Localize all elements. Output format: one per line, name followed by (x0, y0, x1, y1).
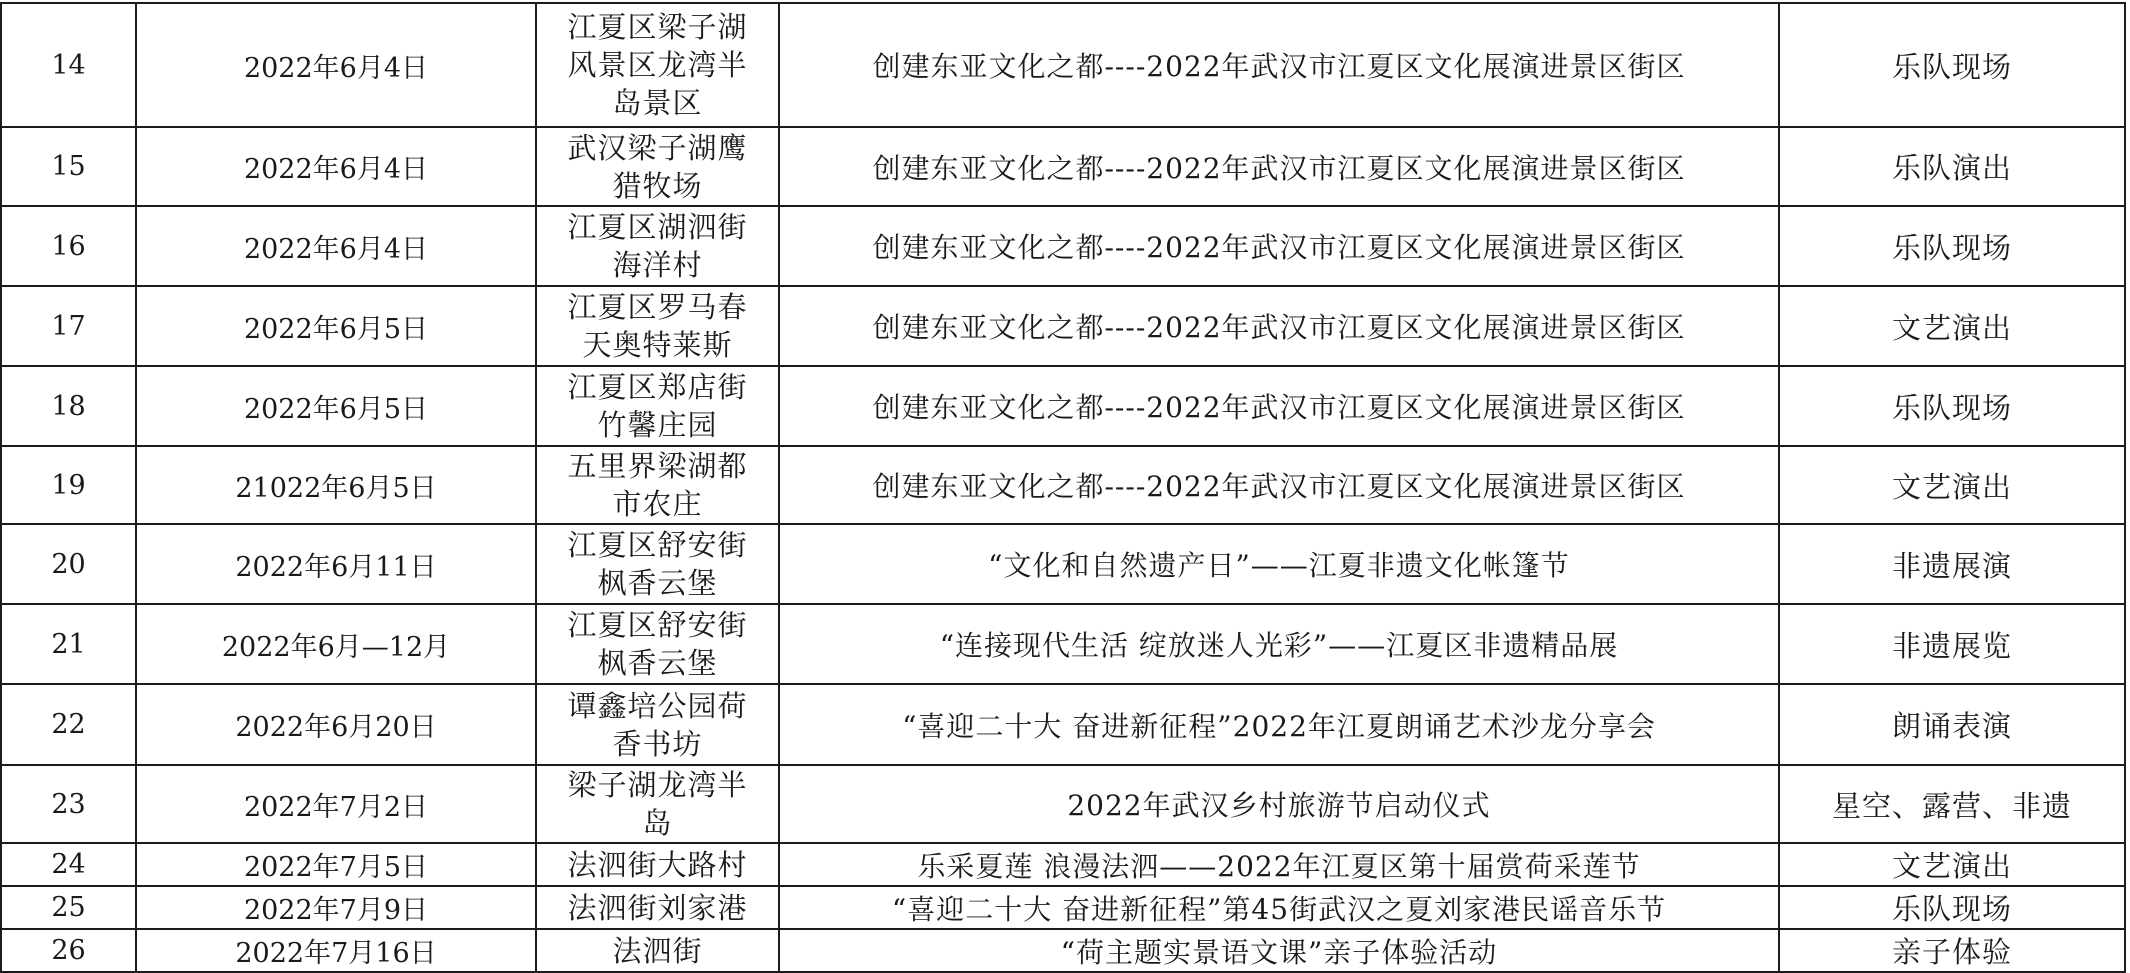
row-location: 谭鑫培公园荷香书坊 (567, 688, 748, 761)
row-activity-cell (779, 366, 1779, 446)
activity-table (0, 2, 2126, 973)
row-number: 19 (51, 469, 86, 501)
row-number: 20 (51, 548, 86, 580)
row-number-cell (1, 929, 136, 972)
row-activity-cell (779, 843, 1779, 886)
row-date-cell (136, 446, 536, 524)
row-location: 武汉梁子湖鹰猎牧场 (567, 130, 748, 203)
row-type-cell (1779, 446, 2125, 524)
row-date: 2022年6月20日 (235, 712, 437, 743)
row-number-cell (1, 604, 136, 684)
row-type: 文艺演出 (1891, 469, 2012, 504)
row-number-cell (1, 843, 136, 886)
row-date-cell (136, 3, 536, 127)
row-location-cell (536, 366, 779, 446)
row-number: 14 (51, 49, 86, 81)
row-activity: 创建东亚文化之都----2022年武汉市江夏区文化展演进景区街区 (872, 50, 1686, 83)
row-number-cell (1, 886, 136, 929)
row-location: 江夏区舒安街枫香云堡 (567, 528, 748, 600)
row-date-cell (136, 929, 536, 972)
row-type: 星空、露营、非遗 (1831, 788, 2072, 823)
row-date: 2022年6月4日 (243, 52, 429, 84)
row-number-cell (1, 206, 136, 286)
row-number: 24 (51, 849, 86, 880)
row-activity-cell (779, 524, 1779, 604)
row-location-cell (536, 446, 779, 524)
row-date: 2022年7月9日 (243, 895, 429, 926)
row-activity: “荷主题实景语文课”亲子体验活动 (1060, 935, 1498, 969)
row-location-cell (536, 127, 779, 206)
table-row (1, 929, 2125, 972)
row-activity-cell (779, 3, 1779, 127)
row-number: 17 (51, 310, 86, 342)
table-row (1, 3, 2125, 127)
row-type-cell (1779, 684, 2125, 765)
table-row (1, 127, 2125, 206)
row-activity: 创建东亚文化之都----2022年武汉市江夏区文化展演进景区街区 (872, 391, 1686, 424)
row-location: 江夏区湖泗街海洋村 (567, 210, 748, 282)
row-number-cell (1, 524, 136, 604)
row-type: 乐队现场 (1891, 230, 2012, 265)
table-row (1, 886, 2125, 929)
row-number: 26 (51, 935, 86, 966)
row-activity-cell (779, 286, 1779, 366)
row-location-cell (536, 843, 779, 886)
row-location-cell (536, 684, 779, 765)
row-date-cell (136, 604, 536, 684)
row-date: 2022年6月4日 (243, 233, 429, 265)
row-location-cell (536, 286, 779, 366)
row-number-cell (1, 127, 136, 206)
row-type-cell (1779, 127, 2125, 206)
row-activity: “连接现代生活 绽放迷人光彩”——江夏区非遗精品展 (939, 629, 1619, 662)
row-activity-cell (779, 604, 1779, 684)
row-number-cell (1, 366, 136, 446)
row-type-cell (1779, 286, 2125, 366)
row-activity: 创建东亚文化之都----2022年武汉市江夏区文化展演进景区街区 (872, 311, 1686, 344)
row-type: 乐队现场 (1891, 390, 2012, 425)
row-type-cell (1779, 886, 2125, 929)
row-number-cell (1, 765, 136, 843)
row-type-cell (1779, 3, 2125, 127)
row-number: 18 (51, 390, 86, 422)
row-date-cell (136, 524, 536, 604)
table-body (1, 3, 2125, 972)
row-type-cell (1779, 765, 2125, 843)
row-location: 江夏区梁子湖风景区龙湾半岛景区 (567, 10, 748, 120)
row-location-cell (536, 524, 779, 604)
row-date-cell (136, 206, 536, 286)
row-date: 2022年6月11日 (235, 551, 437, 583)
row-location-cell (536, 604, 779, 684)
row-type-cell (1779, 929, 2125, 972)
row-type: 乐队现场 (1891, 892, 2012, 926)
row-date: 2022年6月—12月 (221, 631, 451, 663)
row-location-cell (536, 765, 779, 843)
row-number: 16 (51, 230, 86, 262)
row-type-cell (1779, 843, 2125, 886)
row-location: 梁子湖龙湾半岛 (567, 768, 748, 840)
row-location-cell (536, 206, 779, 286)
row-number-cell (1, 3, 136, 127)
row-activity: 创建东亚文化之都----2022年武汉市江夏区文化展演进景区街区 (872, 470, 1686, 503)
row-date: 2022年6月5日 (243, 313, 429, 345)
row-activity: “喜迎二十大 奋进新征程”2022年江夏朗诵艺术沙龙分享会 (902, 709, 1656, 743)
row-activity: 创建东亚文化之都----2022年武汉市江夏区文化展演进景区街区 (872, 151, 1686, 185)
row-type-cell (1779, 604, 2125, 684)
row-date: 2022年7月5日 (243, 852, 429, 883)
row-activity: 乐采夏莲 浪漫法泗——2022年江夏区第十届赏荷采莲节 (917, 849, 1641, 883)
row-location-cell (536, 929, 779, 972)
row-location: 法泗街大路村 (567, 847, 748, 882)
row-location: 江夏区罗马春天奥特莱斯 (567, 290, 748, 362)
row-number-cell (1, 286, 136, 366)
table-row (1, 604, 2125, 684)
row-activity-cell (779, 929, 1779, 972)
row-number: 25 (51, 892, 86, 923)
row-activity-cell (779, 886, 1779, 929)
row-type: 文艺演出 (1891, 849, 2012, 883)
row-location-cell (536, 3, 779, 127)
row-type: 文艺演出 (1891, 310, 2012, 345)
row-date: 21022年6月5日 (235, 472, 437, 504)
row-activity: “文化和自然遗产日”——江夏非遗文化帐篷节 (988, 549, 1570, 582)
row-activity: 2022年武汉乡村旅游节启动仪式 (1067, 789, 1491, 822)
row-date: 2022年6月4日 (243, 154, 429, 185)
row-date-cell (136, 843, 536, 886)
row-location: 江夏区郑店街竹馨庄园 (567, 370, 748, 442)
table-row (1, 366, 2125, 446)
row-location: 法泗街刘家港 (567, 890, 748, 925)
row-type: 非遗展览 (1891, 628, 2012, 663)
row-type-cell (1779, 524, 2125, 604)
row-type: 非遗展演 (1891, 548, 2012, 583)
row-number: 21 (51, 628, 86, 660)
row-type-cell (1779, 206, 2125, 286)
row-location: 法泗街 (612, 933, 703, 968)
row-date: 2022年7月2日 (243, 791, 429, 823)
row-location: 江夏区舒安街枫香云堡 (567, 608, 748, 680)
row-location: 五里界梁湖都市农庄 (567, 449, 748, 521)
row-number: 22 (51, 709, 86, 740)
row-date-cell (136, 684, 536, 765)
row-type: 乐队现场 (1891, 49, 2012, 84)
row-date-cell (136, 127, 536, 206)
table-row (1, 446, 2125, 524)
row-type: 朗诵表演 (1891, 709, 2012, 743)
table-row (1, 843, 2125, 886)
row-date-cell (136, 886, 536, 929)
row-activity: “喜迎二十大 奋进新征程”第45街武汉之夏刘家港民谣音乐节 (891, 892, 1667, 926)
row-number: 23 (51, 788, 86, 820)
row-date-cell (136, 765, 536, 843)
row-activity-cell (779, 206, 1779, 286)
table-row (1, 765, 2125, 843)
table-row (1, 684, 2125, 765)
row-type: 乐队演出 (1891, 151, 2012, 185)
table-row (1, 286, 2125, 366)
row-number: 15 (51, 151, 86, 182)
row-activity-cell (779, 765, 1779, 843)
row-location-cell (536, 886, 779, 929)
row-date: 2022年6月5日 (243, 393, 429, 425)
row-number-cell (1, 684, 136, 765)
row-type: 亲子体验 (1891, 935, 2012, 969)
row-activity: 创建东亚文化之都----2022年武汉市江夏区文化展演进景区街区 (872, 231, 1686, 264)
row-date-cell (136, 286, 536, 366)
row-activity-cell (779, 446, 1779, 524)
row-activity-cell (779, 127, 1779, 206)
row-type-cell (1779, 366, 2125, 446)
row-activity-cell (779, 684, 1779, 765)
row-date: 2022年7月16日 (235, 938, 437, 969)
table-row (1, 524, 2125, 604)
row-number-cell (1, 446, 136, 524)
row-date-cell (136, 366, 536, 446)
table-row (1, 206, 2125, 286)
